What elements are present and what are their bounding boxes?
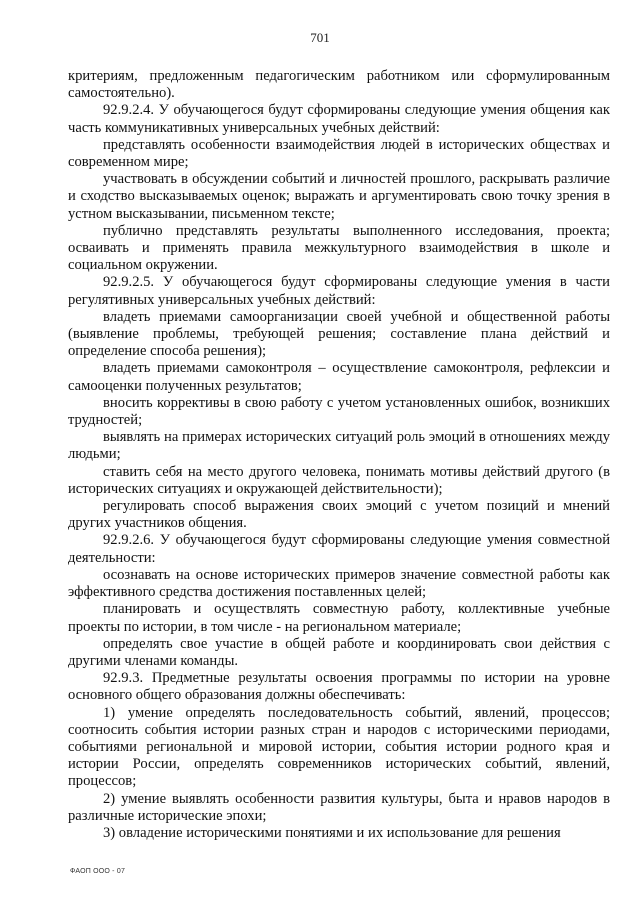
paragraph: ставить себя на место другого человека, понимать мотивы действий другого (в исторических ситуациях и окружающей действительности);: [68, 463, 610, 497]
document-body: [68, 68, 610, 842]
paragraph: вносить коррективы в свою работу с учетом установленных ошибок, возникших трудностей;: [68, 394, 610, 429]
paragraph: 1) умение определять последовательность событий, явлений, процессов; соотносить события истории разных стран и народов с историческими периодами, событиями региональной и мировой истории, события истории родного края и истории России, определять современников исторических событий, явлений, процессов;: [68, 704, 610, 790]
paragraph: 2) умение выявлять особенности развития культуры, быта и нравов народов в различные исторические эпохи;: [68, 790, 610, 824]
paragraph: 92.9.2.5. У обучающегося будут сформированы следующие умения в части регулятивных универсальных учебных действий:: [68, 274, 610, 308]
paragraph: 3) овладение историческими понятиями и их использование для решения: [103, 824, 561, 841]
paragraph: 92.9.2.6. У обучающегося будут сформированы следующие умения совместной деятельности:: [68, 532, 610, 566]
document-footer: ФАОП ООО - 07: [70, 868, 126, 875]
paragraph: планировать и осуществлять совместную работу, коллективные учебные проекты по истории, в том числе - на региональном материале;: [68, 601, 610, 635]
paragraph: владеть приемами самоорганизации своей учебной и общественной работы (выявление проблемы, требующей решения; составление плана действий и определение способа решения);: [68, 308, 610, 360]
paragraph: критериям, предложенным педагогическим работником или сформулированным самостоятельно).: [68, 68, 610, 102]
paragraph: осознавать на основе исторических примеров значение совместной работы как эффективного средства достижения поставленных целей;: [68, 566, 610, 601]
paragraph: выявлять на примерах исторических ситуаций роль эмоций в отношениях между людьми;: [68, 429, 610, 463]
paragraph: участвовать в обсуждении событий и личностей прошлого, раскрывать различие и сходство высказываемых оценок; выражать и аргументировать свою точку зрения в устном высказывании, письменном тексте;: [68, 171, 610, 222]
paragraph: регулировать способ выражения своих эмоций с учетом позиций и мнений других участников общения.: [68, 498, 610, 532]
paragraph: представлять особенности взаимодействия людей в исторических обществах и современном мире;: [68, 136, 610, 171]
paragraph: 92.9.2.4. У обучающегося будут сформированы следующие умения общения как часть коммуникативных универсальных учебных действий:: [68, 102, 610, 136]
paragraph: определять свое участие в общей работе и координировать свои действия с другими членами команды.: [68, 635, 610, 669]
paragraph: владеть приемами самоконтроля – осуществление самоконтроля, рефлексии и самооценки полученных результатов;: [68, 360, 610, 394]
paragraph: публично представлять результаты выполненного исследования, проекта; осваивать и применять правила межкультурного взаимодействия в школе и социальном окружении.: [68, 222, 610, 274]
paragraph: 92.9.3. Предметные результаты освоения программы по истории на уровне основного общего образования должны обеспечивать:: [68, 670, 610, 704]
page-number: 701: [310, 30, 330, 45]
